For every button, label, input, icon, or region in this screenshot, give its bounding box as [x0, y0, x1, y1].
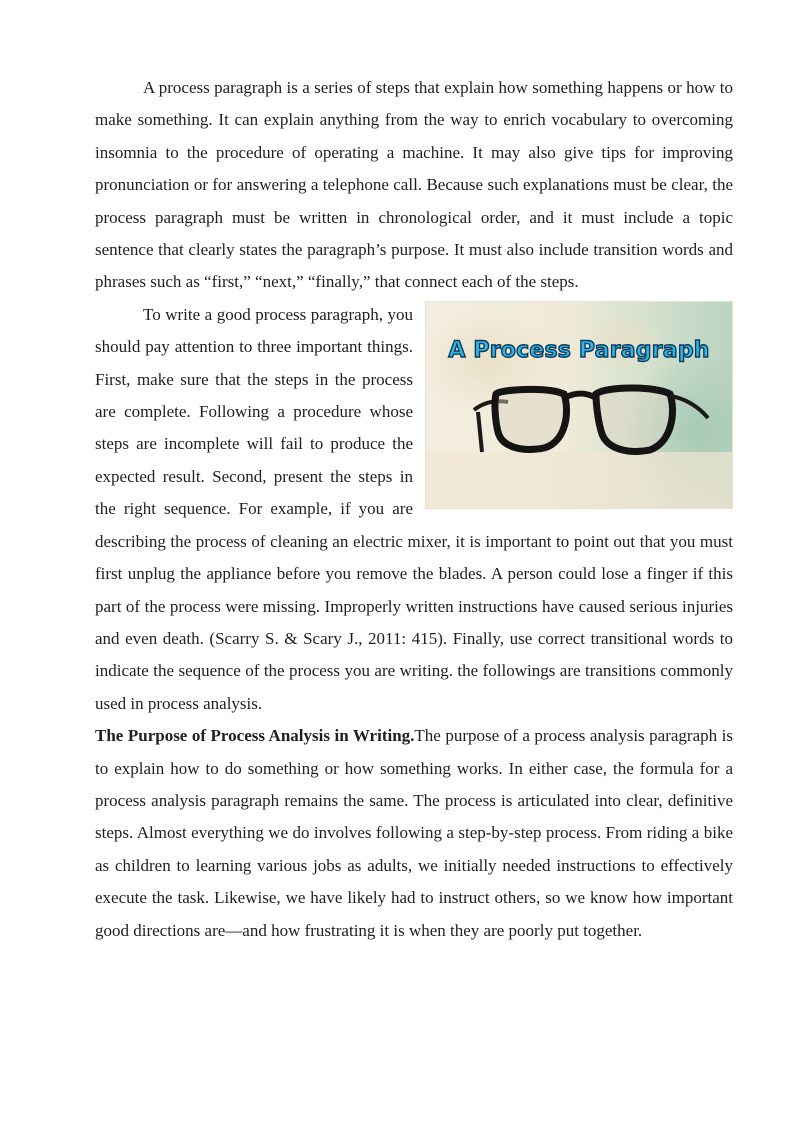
paragraph-writing-tips: To write a good process paragraph, you should pay attention to three important things. First, make sure that the steps in the process are complete. Following a procedure whose steps are incomplete will fail to produce the expected result. Second, present the steps in the right sequence. For example, if you are describing the process of cleaning an electric mixer, it is important to point out that you must first unplug the appliance before you remove the blades. A person could lose a finger if this part of the process were missing. Improperly written instructions have caused serious injuries and even death. (Scarry S. & Scary J., 2011: 415). Finally, use correct transitional words to indicate the sequence of the process you are writing. the followings are transitions commonly used in process analysis. [95, 304, 733, 713]
document-page [95, 72, 733, 947]
eyeglasses-icon [426, 302, 732, 508]
process-paragraph-image [425, 301, 733, 509]
paragraph-definition: A process paragraph is a series of steps that explain how something happens or how to make something. It can explain anything from the way to enrich vocabulary to overcoming insomnia to the procedure of operating a machine. It may also give tips for improving pronunciation or for answering a telephone call. Because such explanations must be clear, the process paragraph must be written in chronological order, and it must include a topic sentence that clearly states the paragraph’s purpose. It must also include transition words and phrases such as “first,” “next,” “finally,” that connect each of the steps. [95, 78, 733, 292]
purpose-body: The purpose of a process analysis paragraph is to explain how to do something or how something works. In either case, the formula for a process analysis paragraph remains the same. The process is articulated into clear, definitive steps. Almost everything we do involves following a step-by-step process. From riding a bike as children to learning various jobs as adults, we initially needed instructions to effectively execute the task. Likewise, we have likely had to instruct others, so we know how important good directions are—and how frustrating it is when they are poorly put together. [95, 726, 733, 940]
paragraph-purpose [95, 720, 733, 947]
purpose-heading: The Purpose of Process Analysis in Writing. [95, 726, 415, 746]
image-title: A Process Paragraph [448, 337, 710, 363]
